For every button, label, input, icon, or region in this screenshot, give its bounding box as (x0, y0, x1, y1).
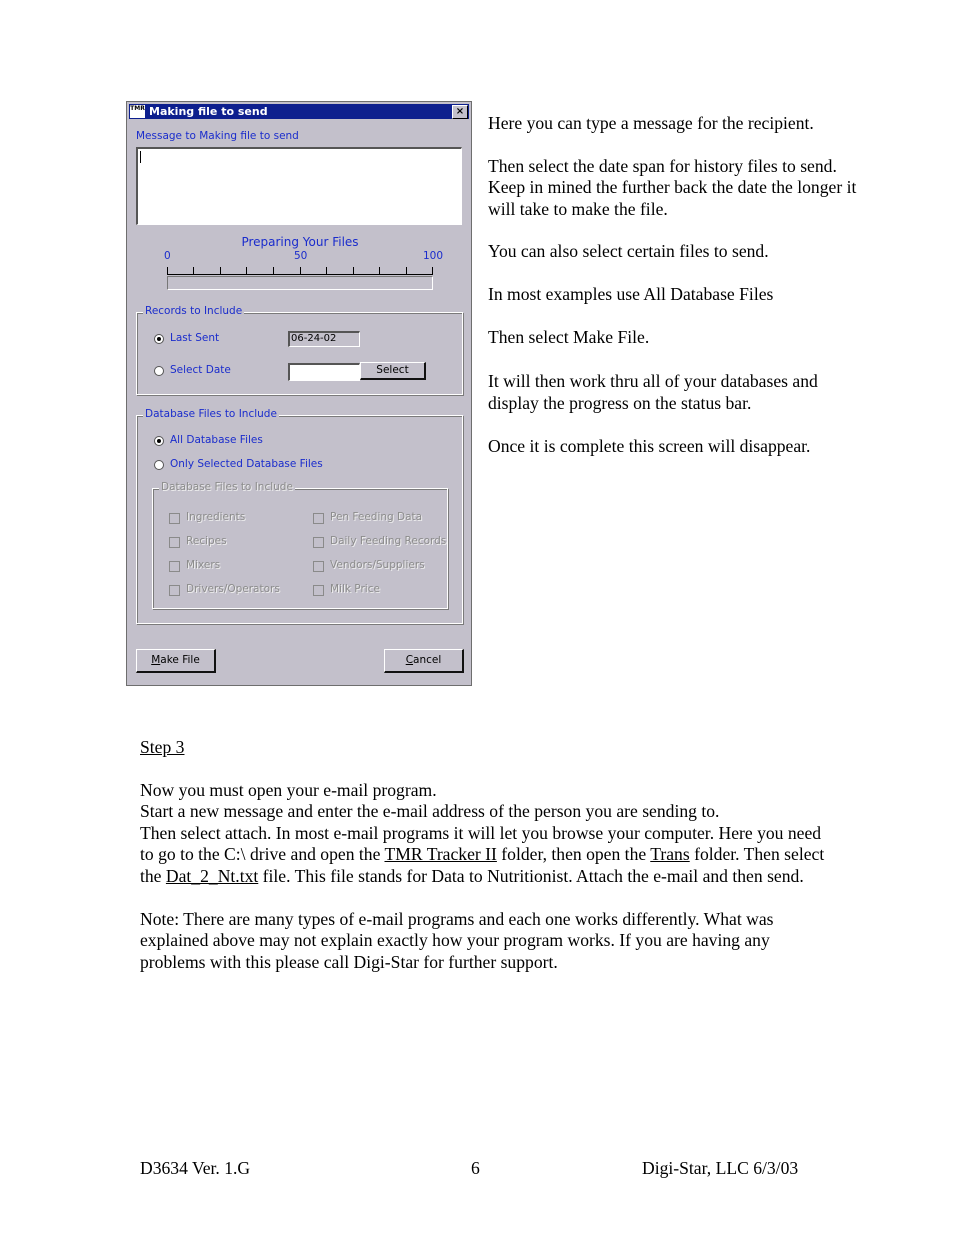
message-label: Message to Making file to send (136, 130, 299, 142)
mixers-checkbox[interactable] (169, 561, 180, 572)
step-line-4-c: folder. Then select (689, 844, 825, 864)
daily-feeding-records-checkbox[interactable] (313, 537, 324, 548)
milk-price-checkbox[interactable] (313, 585, 324, 596)
ingredients-checkbox[interactable] (169, 513, 180, 524)
dialog-title-bar[interactable] (129, 104, 469, 119)
select-button[interactable]: Select (360, 362, 426, 380)
scale-max: 100 (423, 250, 444, 262)
only-selected-files-label: Only Selected Database Files (170, 458, 323, 470)
recipes-label: Recipes (186, 535, 227, 547)
drivers-operators-label: Drivers/Operators (186, 583, 280, 595)
step-line-1: Now you must open your e-mail program. (140, 780, 437, 800)
dat-file-link: Dat_2_Nt.txt (165, 866, 259, 886)
vendors-suppliers-label: Vendors/Suppliers (330, 559, 425, 571)
select-date-radio[interactable] (154, 366, 164, 376)
progress-scale (167, 264, 433, 276)
recipes-checkbox[interactable] (169, 537, 180, 548)
last-sent-date-field: 06-24-02 (288, 331, 360, 347)
side-text-4: will take to make the file. (488, 199, 668, 219)
close-icon[interactable]: × (452, 105, 468, 119)
tmr-tracker-folder-link: TMR Tracker II (384, 844, 497, 864)
side-text-10: Once it is complete this screen will disappear. (488, 436, 811, 456)
records-group (136, 305, 463, 395)
side-text-7: Then select Make File. (488, 327, 650, 347)
database-file-list-group (152, 481, 448, 609)
footer-doc-id: D3634 Ver. 1.G (140, 1158, 251, 1178)
app-icon-text: TMR (130, 105, 145, 112)
side-text-5: You can also select certain files to send. (488, 241, 769, 261)
drivers-operators-checkbox[interactable] (169, 585, 180, 596)
step-line-5-a: the (140, 866, 166, 886)
database-files-group (136, 408, 463, 624)
step-line-4 (140, 844, 824, 866)
dialog-title: Making file to send (149, 105, 268, 118)
side-text-2: Then select the date span for history files to send. (488, 156, 837, 176)
all-database-files-label: All Database Files (170, 434, 263, 446)
step-line-4-b: folder, then open the (496, 844, 651, 864)
milk-price-label: Milk Price (330, 583, 380, 595)
database-files-group-label: Database Files to Include (145, 408, 277, 420)
side-text-8: It will then work thru all of your databases and (488, 371, 818, 391)
pen-feeding-data-label: Pen Feeding Data (330, 511, 423, 523)
step-line-2: Start a new message and enter the e-mail address of the person you are sending to. (140, 801, 720, 821)
side-text-9: display the progress on the status bar. (488, 393, 752, 413)
progress-bar (167, 276, 433, 290)
ingredients-label: Ingredients (186, 511, 246, 523)
database-file-list-label: Database Files to Include (161, 481, 293, 493)
step-line-3: Then select attach. In most e-mail programs it will let you browse your computer. Here you need (140, 823, 822, 843)
step-heading: Step 3 (140, 737, 185, 757)
all-database-files-radio[interactable] (154, 436, 164, 446)
vendors-suppliers-checkbox[interactable] (313, 561, 324, 572)
side-text-1: Here you can type a message for the recipient. (488, 113, 814, 133)
make-file-button[interactable]: Make File (136, 649, 216, 673)
side-text-6: In most examples use All Database Files (488, 284, 774, 304)
records-group-label: Records to Include (145, 305, 243, 317)
mixers-label: Mixers (186, 559, 221, 571)
note-line-2: explained above may not explain exactly how your program works. If you are having any (140, 930, 770, 950)
select-date-field[interactable] (288, 363, 360, 381)
daily-feeding-records-label: Daily Feeding Records (330, 535, 447, 547)
progress-label: Preparing Your Files (241, 235, 359, 249)
select-date-label: Select Date (170, 364, 231, 376)
note-line-1: Note: There are many types of e-mail programs and each one works differently. What was (140, 909, 774, 929)
scale-min: 0 (164, 250, 171, 262)
step-line-5 (140, 866, 804, 888)
text-caret (140, 151, 141, 163)
side-text-3: Keep in mined the further back the date the longer it (488, 177, 857, 197)
footer-page-number: 6 (471, 1158, 480, 1178)
last-sent-label: Last Sent (170, 332, 220, 344)
message-textarea[interactable] (136, 147, 462, 225)
step-line-4-a: to go to the C:\ drive and open the (140, 844, 385, 864)
step-line-5-b: file. This file stands for Data to Nutritionist. Attach the e-mail and then send. (258, 866, 804, 886)
making-file-dialog (126, 101, 472, 686)
scale-mid: 50 (294, 250, 308, 262)
footer-company-date: Digi-Star, LLC 6/3/03 (642, 1158, 799, 1178)
last-sent-radio[interactable] (154, 334, 164, 344)
note-line-3: problems with this please call Digi-Star for further support. (140, 952, 558, 972)
only-selected-files-radio[interactable] (154, 460, 164, 470)
cancel-button[interactable]: Cancel (384, 649, 464, 673)
pen-feeding-data-checkbox[interactable] (313, 513, 324, 524)
trans-folder-link: Trans (650, 844, 690, 864)
tmr-app-icon (130, 105, 145, 118)
